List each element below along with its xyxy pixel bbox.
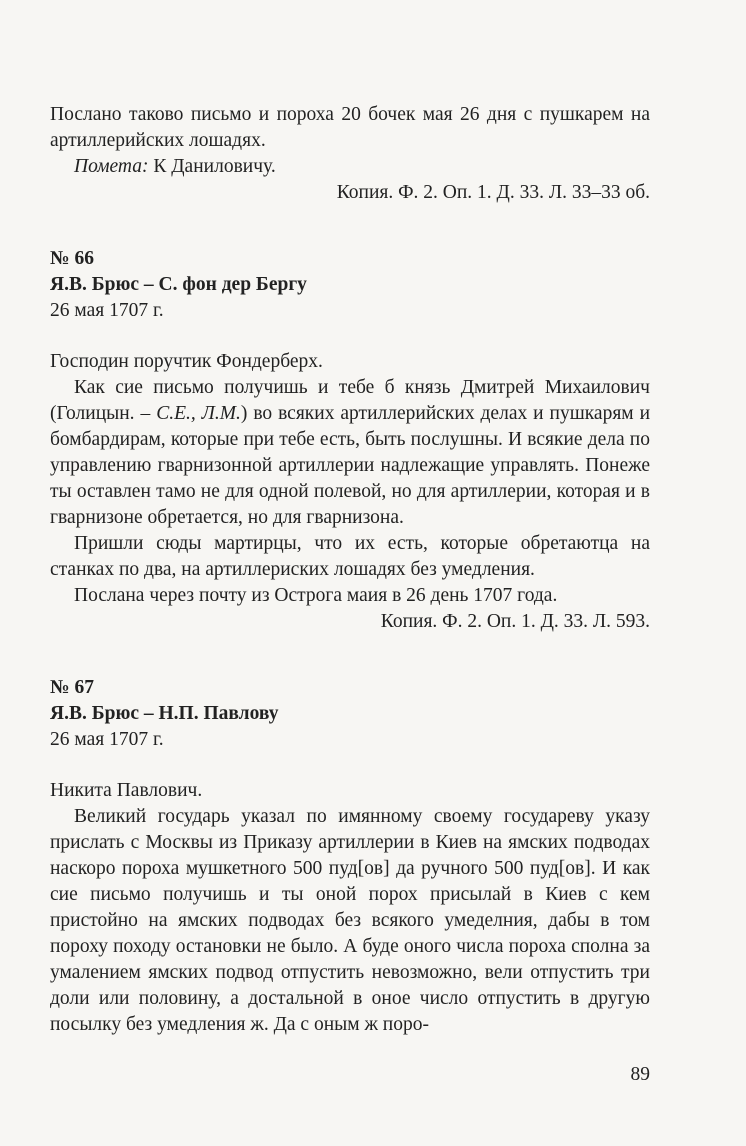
document-date: 26 мая 1707 г. bbox=[50, 729, 164, 750]
document-date: 26 мая 1707 г. bbox=[50, 300, 164, 321]
pometa-text: К Даниловичу. bbox=[148, 156, 276, 177]
page-number: 89 bbox=[630, 1064, 650, 1085]
document-number: № 66 bbox=[50, 248, 94, 269]
text-run: ) во всяких артиллерийских делах и пушкарям и бомбардирам, которые при тебе есть, быть послушны. И всякие дела по управлению гварнизонной артиллерии надлежащие управлять. Понеже ты оставлен тамо не для одной полевой, но для артиллерии, которая и в гварнизоне обретается, но для гварнизона. bbox=[50, 403, 651, 528]
document-heading: Я.В. Брюс – Н.П. Павлову bbox=[50, 703, 279, 724]
salutation: Никита Павлович. bbox=[50, 780, 203, 801]
pometa-label: Помета: bbox=[74, 156, 149, 177]
intro-paragraph: Послано таково письмо и пороха 20 бочек мая 26 дня с пушкарем на артиллерийских лошадях. bbox=[50, 104, 650, 151]
document-number: № 67 bbox=[50, 677, 94, 698]
letter-paragraph: Послана через почту из Острога маия в 26 день 1707 года. bbox=[74, 585, 558, 606]
page-body bbox=[50, 102, 650, 1038]
letter-paragraph: Пришли сюды мартирцы, что их есть, которые обретаютца на станках по два, на артиллериских лошадях без умедления. bbox=[50, 533, 650, 580]
archive-citation: Копия. Ф. 2. Оп. 1. Д. 33. Л. 593. bbox=[380, 611, 650, 632]
document-heading: Я.В. Брюс – С. фон дер Бергу bbox=[50, 274, 307, 295]
archive-citation: Копия. Ф. 2. Оп. 1. Д. 33. Л. 33–33 об. bbox=[336, 182, 650, 203]
text-run: Как сие письмо получишь и тебе б князь Дмитрей Михаилович (Голицын. – bbox=[50, 377, 650, 424]
editor-initials: С.Е., Л.М. bbox=[156, 403, 241, 424]
salutation: Господин поручтик Фондерберх. bbox=[50, 351, 323, 372]
letter-paragraph: Великий государь указал по имянному своему государеву указу прислать с Москвы из Приказу артиллерии в Киев на ямских подводах наскоро пороха мушкетного 500 пуд[ов] да ручного 500 пуд[ов]. И как сие письмо получишь и ты оной порох присылай в Киев с кем пристойно на ямских подводах без всякого умеделния, дабы в том пороху походу остановки не было. А буде оного числа пороха сполна за умалением ямских подвод отпустить невозможно, вели отпустить три доли или половину, а достальной в оное число отпустить в другую посылку без умедления ж. Да с оным ж поро- bbox=[50, 806, 650, 1035]
pometa-line bbox=[50, 154, 650, 180]
letter-paragraph bbox=[50, 375, 650, 531]
